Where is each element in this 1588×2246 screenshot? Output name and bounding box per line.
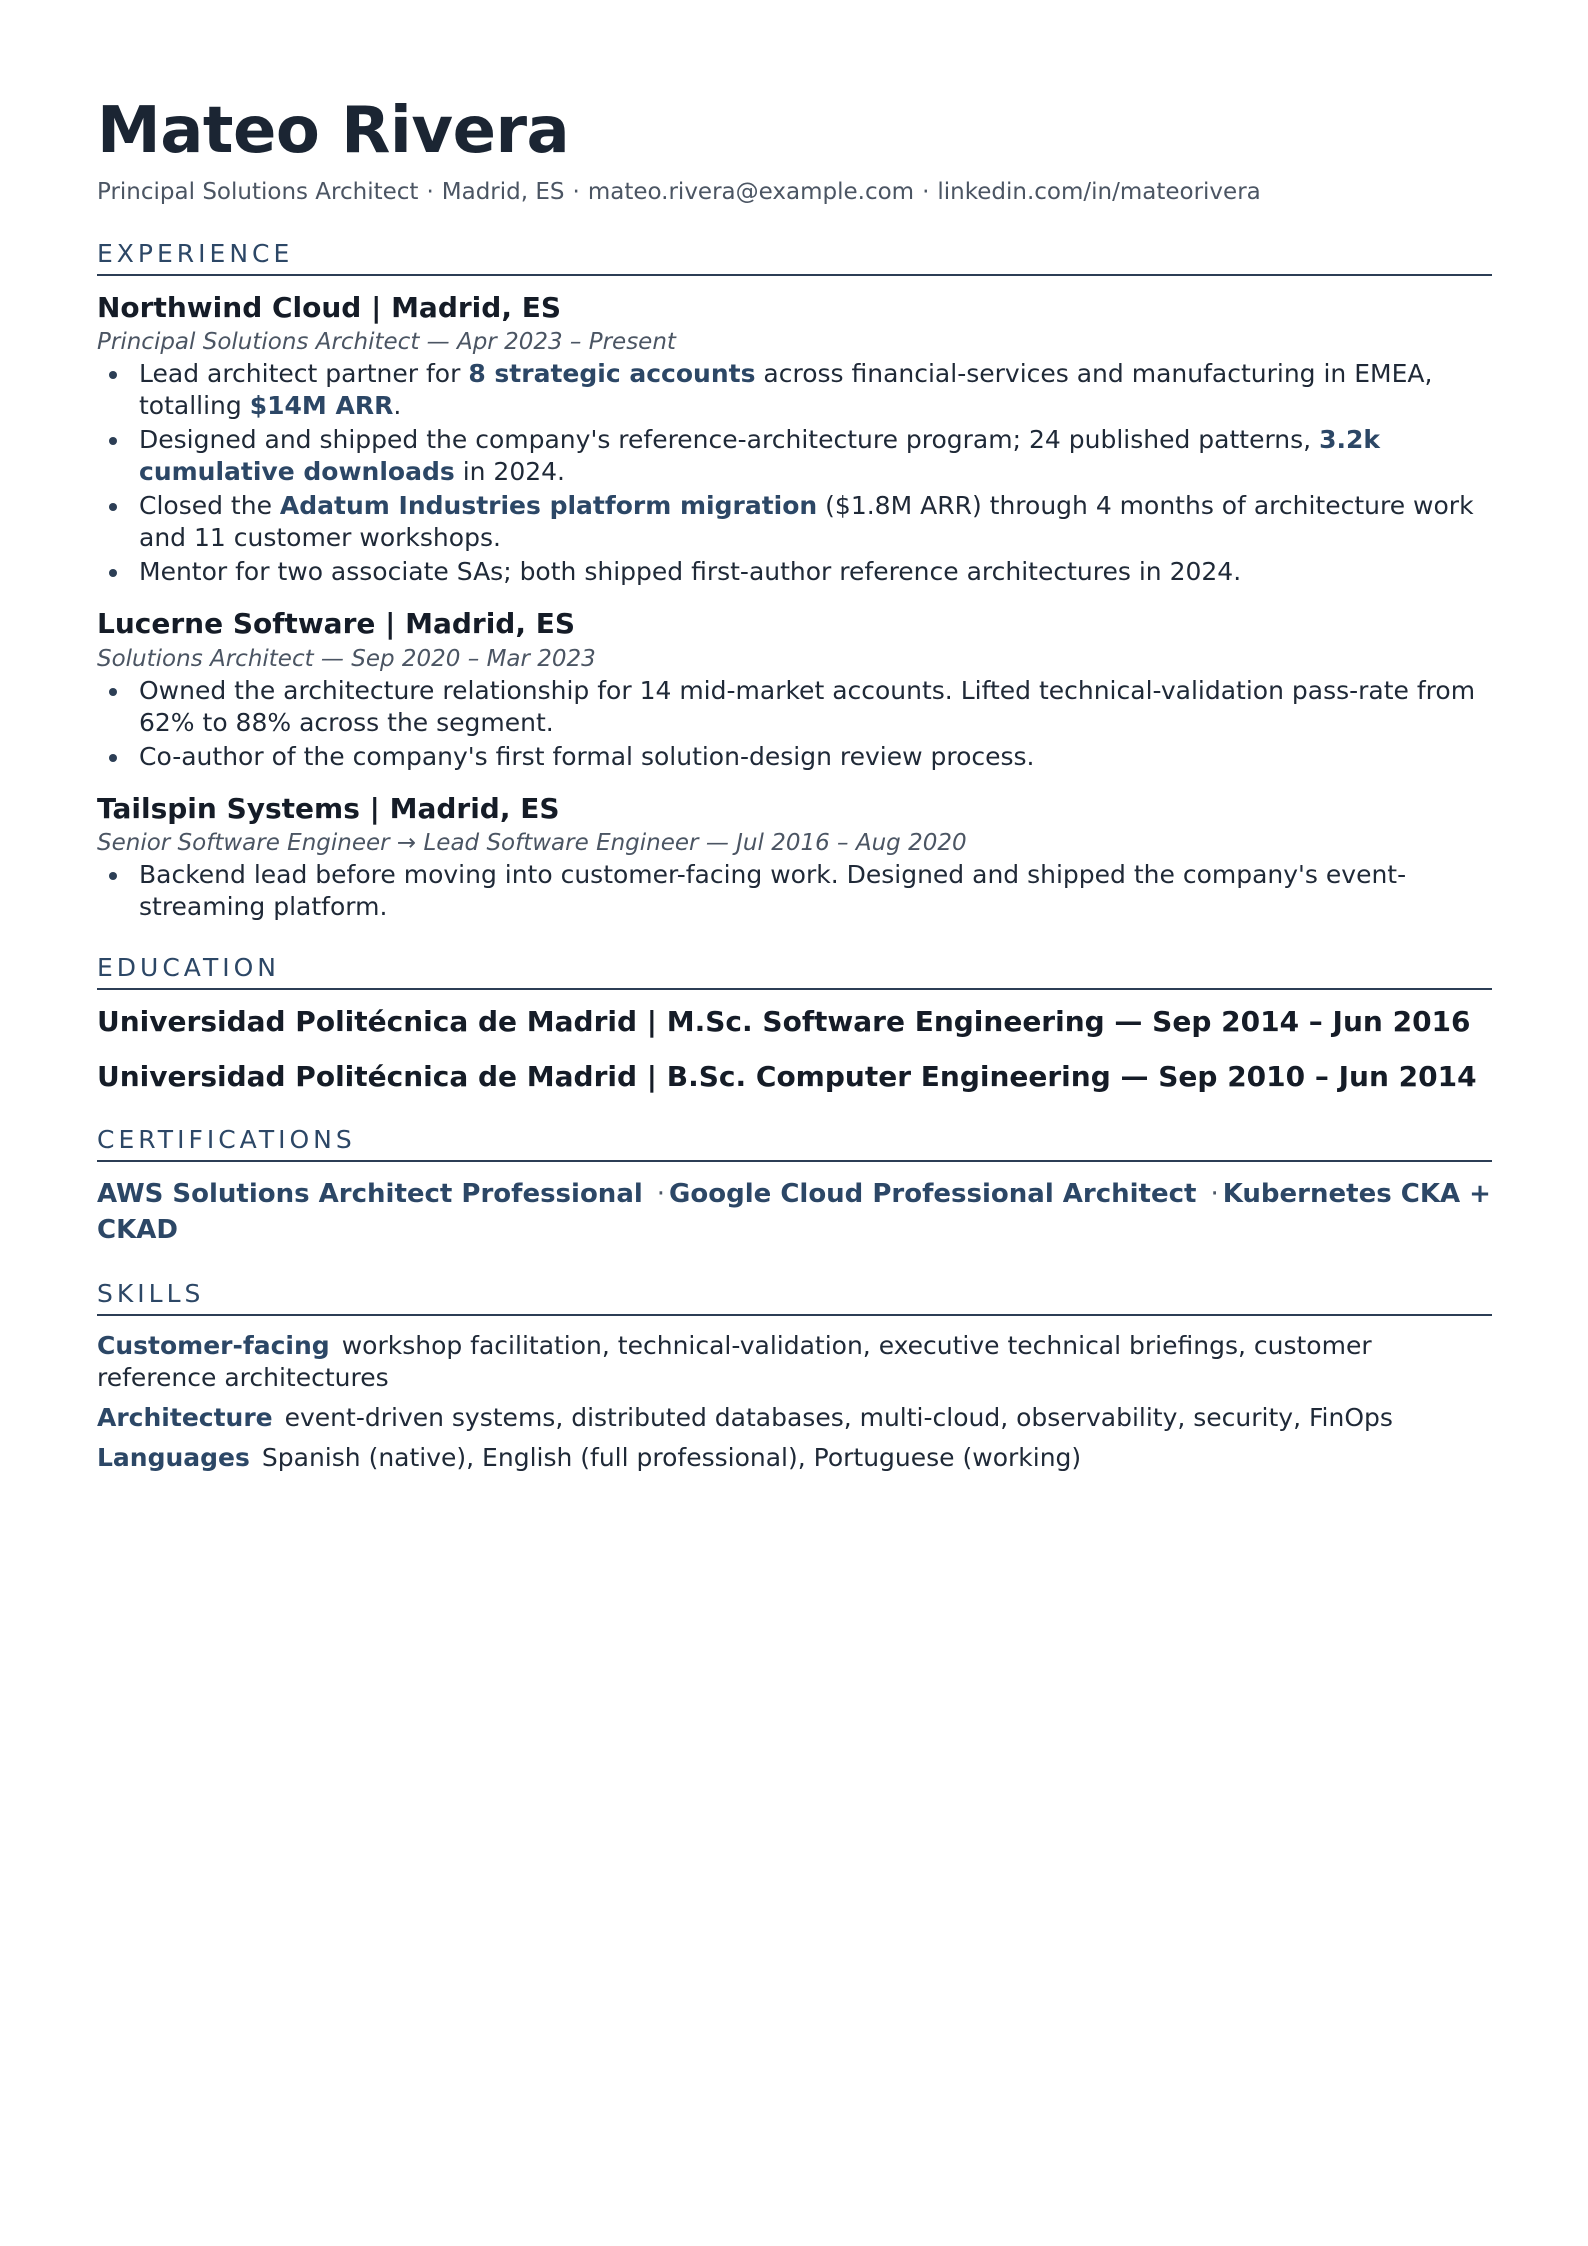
highlight: $14M ARR [249,391,394,421]
certification: Google Cloud Professional Architect [669,1179,1197,1210]
job-entry [97,791,1492,924]
highlight: 3.2k cumulative downloads [139,425,1380,487]
certifications-heading: CERTIFICATIONS [97,1125,1492,1162]
highlight: 8 strategic accounts [468,359,756,389]
job-bullets [97,859,1492,923]
skill-row [97,1442,1492,1474]
skill-label: Customer-facing [97,1330,330,1360]
education-entry: Universidad Politécnica de Madrid | B.Sc. Computer Engineering — Sep 2010 – Jun 2014 [97,1059,1477,1093]
contact-linkedin[interactable]: linkedin.com/in/mateorivera [937,179,1261,206]
job-role-dates: Principal Solutions Architect — Apr 2023 – Present [97,328,676,355]
candidate-name: Mateo Rivera [97,94,570,168]
skill-row [97,1402,1492,1434]
skill-row [97,1330,1492,1394]
experience-section [97,239,1492,924]
job-bullet: Owned the architecture relationship for 14 mid-market accounts. Lifted technical-validation pass-rate from 62% to 88% across the segment. [139,675,1492,739]
skill-label: Architecture [97,1402,273,1432]
job-bullets [97,675,1492,773]
cert-separator: · [656,1179,666,1210]
education-heading: EDUCATION [97,953,1492,990]
job-heading: Lucerne Software | Madrid, ES [97,607,576,641]
job-heading: Tailspin Systems | Madrid, ES [97,791,560,825]
highlight: Adatum Industries platform migration [279,491,818,521]
job-heading: Northwind Cloud | Madrid, ES [97,290,561,324]
skill-value: workshop facilitation, technical-validation, executive technical briefings, customer reference architectures [97,1330,1372,1392]
job-role-dates: Senior Software Engineer → Lead Software Engineer — Jul 2016 – Aug 2020 [97,830,967,857]
contact-location: Madrid, ES [441,179,565,206]
contact-title: Principal Solutions Architect [97,179,419,206]
job-bullet: Co-author of the company's first formal solution-design review process. [139,741,1492,773]
job-bullet: Designed and shipped the company's reference-architecture program; 24 published patterns, 3.2k cumulative downloads in 2024. [139,424,1492,488]
experience-heading: EXPERIENCE [97,239,1492,276]
contact-email[interactable]: mateo.rivera@example.com [587,179,915,206]
job-bullets [97,358,1492,588]
skills-heading: SKILLS [97,1279,1492,1316]
skill-label: Languages [97,1442,250,1472]
job-bullet: Backend lead before moving into customer-facing work. Designed and shipped the company's event-streaming platform. [139,859,1492,923]
skill-value: Spanish (native), English (full professional), Portuguese (working) [261,1442,1082,1472]
education-section [97,953,1492,1095]
contact-separator: · [426,179,434,206]
skills-section [97,1279,1492,1474]
job-bullet: Lead architect partner for 8 strategic accounts across financial-services and manufacturing in EMEA, totalling $14M ARR. [139,358,1492,422]
certification: Kubernetes CKA + CKAD [97,1179,1491,1246]
certification: AWS Solutions Architect Professional [97,1179,643,1210]
job-entry [97,606,1492,773]
contact-separator: · [572,179,580,206]
job-bullet: Closed the Adatum Industries platform migration ($1.8M ARR) through 4 months of architecture work and 11 customer workshops. [139,490,1492,554]
cert-separator: · [1210,1179,1219,1210]
contact-line [97,176,1492,208]
education-entry: Universidad Politécnica de Madrid | M.Sc. Software Engineering — Sep 2014 – Jun 2016 [97,1005,1471,1039]
certifications-section [97,1125,1492,1249]
job-entry [97,290,1492,589]
job-bullet: Mentor for two associate SAs; both shipped first-author reference architectures in 2024. [139,556,1492,588]
contact-separator: · [922,179,930,206]
job-role-dates: Solutions Architect — Sep 2020 – Mar 2023 [97,645,596,672]
skill-value: event-driven systems, distributed databases, multi-cloud, observability, security, FinOps [284,1402,1393,1432]
certifications-list [97,1176,1492,1249]
